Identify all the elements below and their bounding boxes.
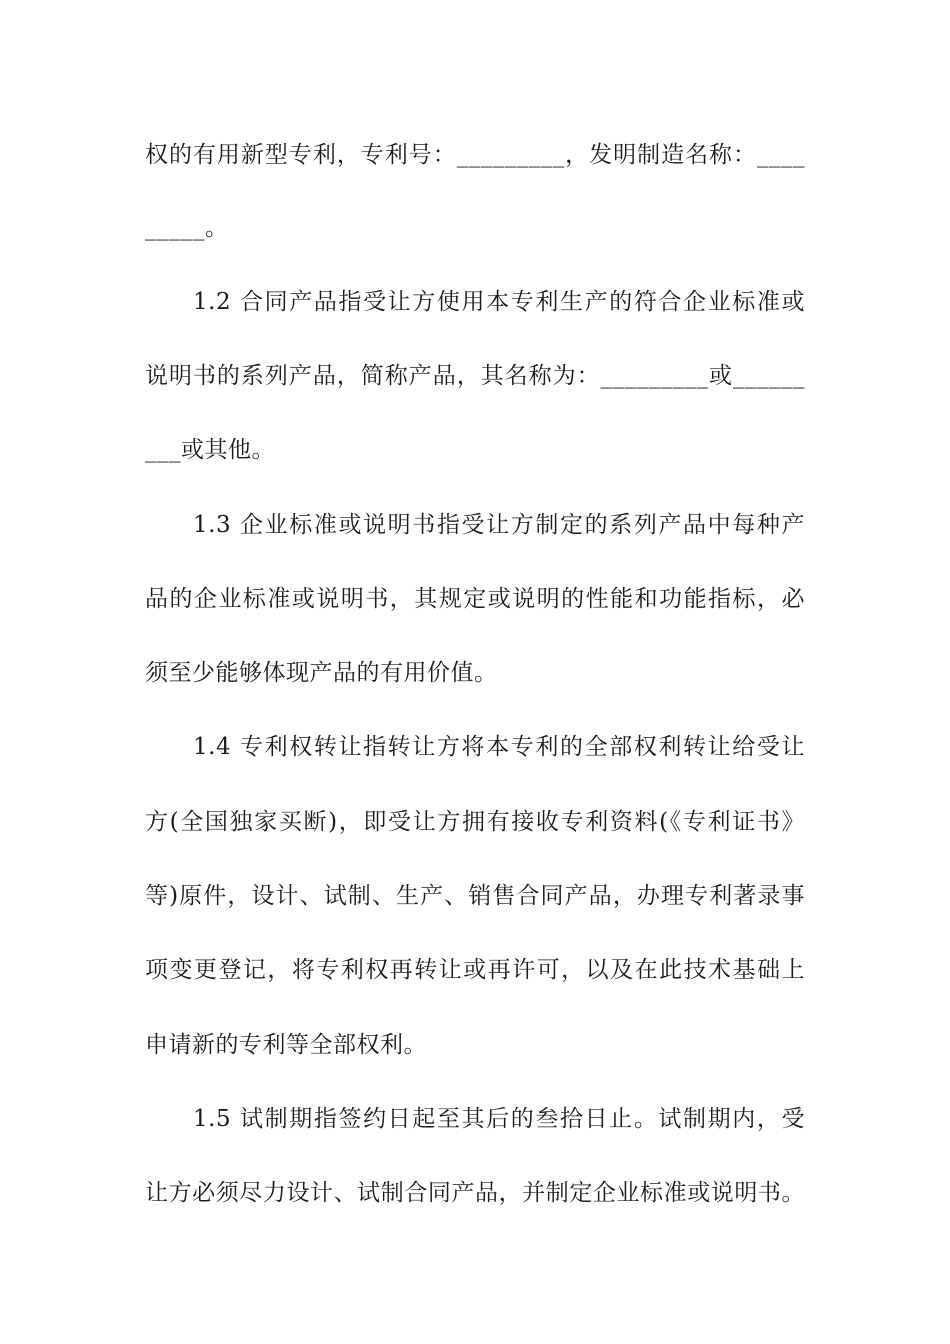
clause-1-3-line-1: 1.3 企业标准或说明书指受让方制定的系列产品中每种产 (193, 512, 805, 538)
clause-1-3-line-3: 须至少能够体现产品的有用价值。 (145, 660, 498, 686)
clause-1-4-line-1: 1.4 专利权转让指转让方将本专利的全部权利转让给受让 (193, 734, 805, 760)
clause-1-4-line-3: 等)原件，设计、试制、生产、销售合同产品，办理专利著录事 (145, 883, 805, 909)
clause-1-5-line-1: 1.5 试制期指签约日起至其后的叁拾日止。试制期内，受 (193, 1106, 805, 1132)
clause-1-2-line-1: 1.2 合同产品指受让方使用本专利生产的符合企业标准或 (193, 289, 805, 315)
clause-1-4-line-5: 申请新的专利等全部权利。 (145, 1032, 427, 1058)
clause-1-2-line-2: 说明书的系列产品，简称产品，其名称为：_________或______ (145, 363, 805, 389)
text-line-invention-name-end: _____。 (145, 215, 229, 241)
clause-1-4-line-2: 方(全国独家买断)，即受让方拥有接收专利资料(《专利证书》 (145, 809, 805, 835)
clause-1-4-line-4: 项变更登记，将专利权再转让或再许可，以及在此技术基础上 (145, 957, 805, 983)
text-line-patent-number: 权的有用新型专利，专利号：_________，发明制造名称：____ (145, 142, 805, 168)
clause-1-5-line-2: 让方必须尽力设计、试制合同产品，并制定企业标准或说明书。 (145, 1180, 805, 1206)
clause-1-2-line-3: ___或其他。 (145, 437, 275, 463)
clause-1-3-line-2: 品的企业标准或说明书，其规定或说明的性能和功能指标，必 (145, 586, 805, 612)
